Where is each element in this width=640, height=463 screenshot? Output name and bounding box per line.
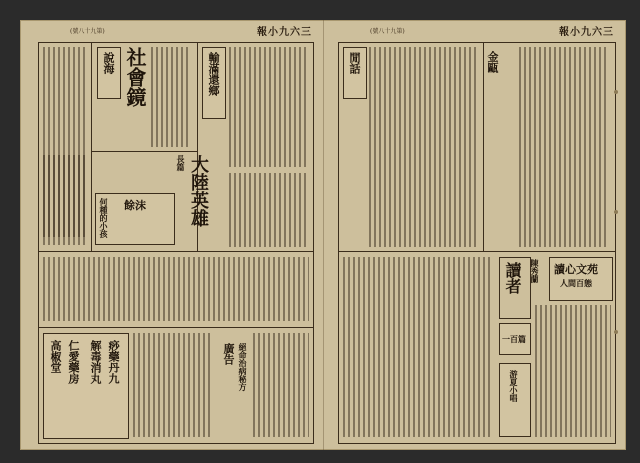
mid-box bbox=[95, 193, 175, 245]
divider bbox=[339, 251, 615, 252]
left-page bbox=[38, 42, 314, 444]
text-column bbox=[369, 47, 479, 247]
ad-product: 解毒消丸 bbox=[89, 340, 102, 384]
newspaper-sheet bbox=[20, 20, 626, 450]
feature-title: 社會鏡 bbox=[123, 47, 147, 107]
corner-title: 說海 bbox=[102, 52, 115, 74]
text-column bbox=[229, 47, 309, 167]
divider bbox=[39, 327, 313, 328]
emblem-text: 讀者 bbox=[503, 262, 522, 294]
emblem-box bbox=[499, 257, 531, 319]
literary-subtitle: 人間百態 bbox=[560, 278, 592, 288]
right-paper-name: 報小九六三 bbox=[559, 26, 614, 38]
small-box bbox=[499, 323, 531, 355]
literary-title: 讀心文苑 bbox=[554, 263, 598, 276]
text-column bbox=[43, 155, 87, 245]
ad-title: 廣告 bbox=[222, 343, 235, 365]
left-issue-number: (號八十九第) bbox=[70, 27, 105, 35]
serial-title: 大陸英雄 bbox=[188, 155, 209, 227]
right-masthead bbox=[370, 23, 614, 37]
text-column bbox=[229, 173, 309, 247]
column-title: 金甌 bbox=[486, 51, 499, 73]
ad-product: 仁愛藥房 bbox=[67, 340, 80, 384]
divider bbox=[91, 151, 197, 152]
small-box-title: 一百篇 bbox=[502, 334, 526, 344]
medicine-ad bbox=[43, 333, 129, 439]
literary-box bbox=[549, 257, 613, 301]
corner-title-box bbox=[97, 47, 121, 99]
bottom-box bbox=[499, 363, 531, 437]
divider bbox=[39, 251, 313, 252]
right-page bbox=[338, 42, 616, 444]
right-issue-number: (號八十九第) bbox=[370, 27, 405, 35]
emblem-subtitle: 陳秀蘭 bbox=[530, 259, 540, 283]
text-column bbox=[535, 305, 611, 437]
left-masthead bbox=[70, 23, 312, 37]
binding-hole bbox=[614, 330, 618, 334]
left-paper-name: 報小九六三 bbox=[257, 26, 312, 38]
text-column bbox=[133, 333, 213, 437]
divider bbox=[91, 43, 92, 251]
binding-hole bbox=[614, 210, 618, 214]
divider bbox=[483, 43, 484, 251]
ad-product: 痧藥丹九 bbox=[107, 340, 120, 384]
center-fold bbox=[323, 20, 324, 450]
serial-tag: 長篇 bbox=[176, 155, 186, 171]
text-column bbox=[151, 47, 191, 147]
column-title-box bbox=[202, 47, 226, 119]
text-column bbox=[253, 333, 309, 437]
mid-box-subtitle: 何種的小孩 bbox=[99, 198, 109, 238]
corner-title: 閒話 bbox=[348, 52, 361, 74]
mid-box-title: 餘沫 bbox=[124, 199, 146, 212]
binding-hole bbox=[614, 90, 618, 94]
column-title: 輸滿還鄉 bbox=[207, 52, 220, 96]
bottom-box-title: 游夏小唱 bbox=[509, 370, 519, 402]
ad-product: 高椒堂 bbox=[49, 340, 62, 373]
text-band bbox=[43, 257, 309, 321]
ad-subtitle: 絕命治病秘方 bbox=[238, 343, 248, 391]
text-column bbox=[519, 47, 609, 247]
text-column bbox=[343, 257, 493, 437]
corner-title-box bbox=[343, 47, 367, 99]
